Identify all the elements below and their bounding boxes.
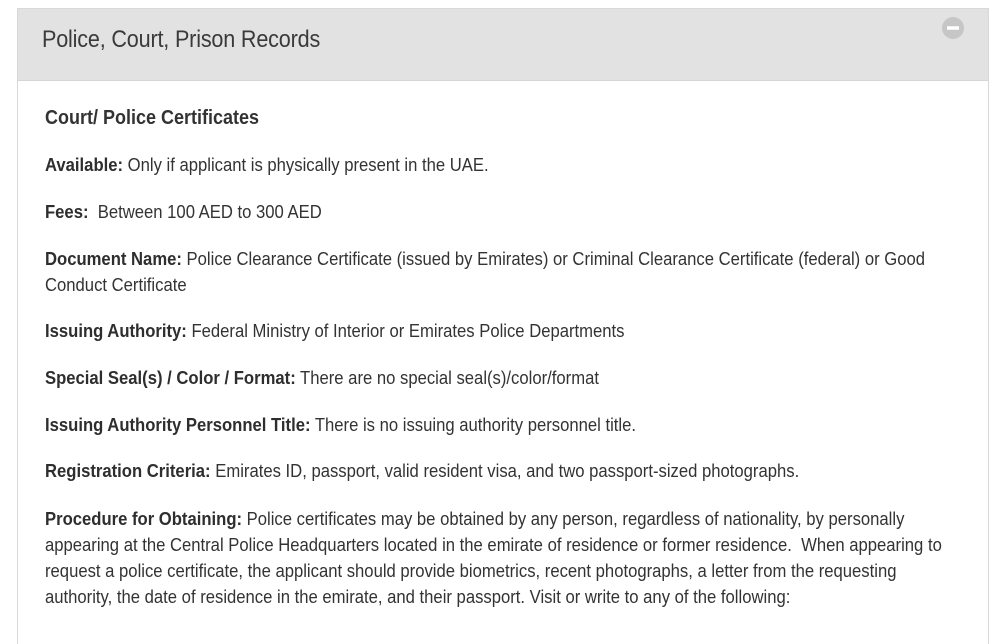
field-label: Document Name: — [45, 248, 182, 269]
field-value: Police Clearance Certificate (issued by Emirates) or Criminal Clearance Certificate (federal) or Good Conduct Certificate — [45, 248, 925, 295]
field-fees — [45, 199, 954, 225]
field-procedure — [45, 506, 954, 610]
field-registration-criteria — [45, 458, 954, 484]
field-label: Fees: — [45, 201, 89, 222]
field-value: Between 100 AED to 300 AED — [88, 201, 322, 222]
field-special-seals — [45, 365, 954, 391]
field-available — [45, 152, 954, 178]
field-label: Issuing Authority: — [45, 320, 187, 341]
field-personnel-title — [45, 412, 954, 438]
accordion-header[interactable] — [18, 9, 988, 81]
field-document-name — [45, 246, 954, 298]
field-value: Police certificates may be obtained by any person, regardless of nationality, by personally appearing at the Central Police Headquarters located in the emirate of residence or former residence. When appearing to request a police certificate, the applicant should provide biometrics, recent photographs, a letter from the requesting authority, the date of residence in the emirate, and their passport. Visit or write to any of the following: — [45, 508, 947, 607]
field-label: Registration Criteria: — [45, 460, 211, 481]
field-label: Special Seal(s) / Color / Format: — [45, 367, 296, 388]
section-title: Court/ Police Certificates — [45, 107, 260, 129]
field-value: Federal Ministry of Interior or Emirates Police Departments — [186, 320, 625, 341]
field-value: Emirates ID, passport, valid resident visa, and two passport-sized photographs. — [210, 460, 800, 481]
field-label: Procedure for Obtaining: — [45, 508, 243, 529]
field-issuing-authority — [45, 318, 954, 344]
field-label: Available: — [45, 154, 124, 175]
minus-circle-icon[interactable] — [942, 17, 964, 39]
field-value: There are no special seal(s)/color/format — [295, 367, 599, 388]
accordion-title[interactable]: Police, Court, Prison Records — [42, 26, 321, 53]
field-value: Only if applicant is physically present in the UAE. — [123, 154, 489, 175]
field-value: There is no issuing authority personnel title. — [310, 414, 636, 435]
field-label: Issuing Authority Personnel Title: — [45, 414, 311, 435]
